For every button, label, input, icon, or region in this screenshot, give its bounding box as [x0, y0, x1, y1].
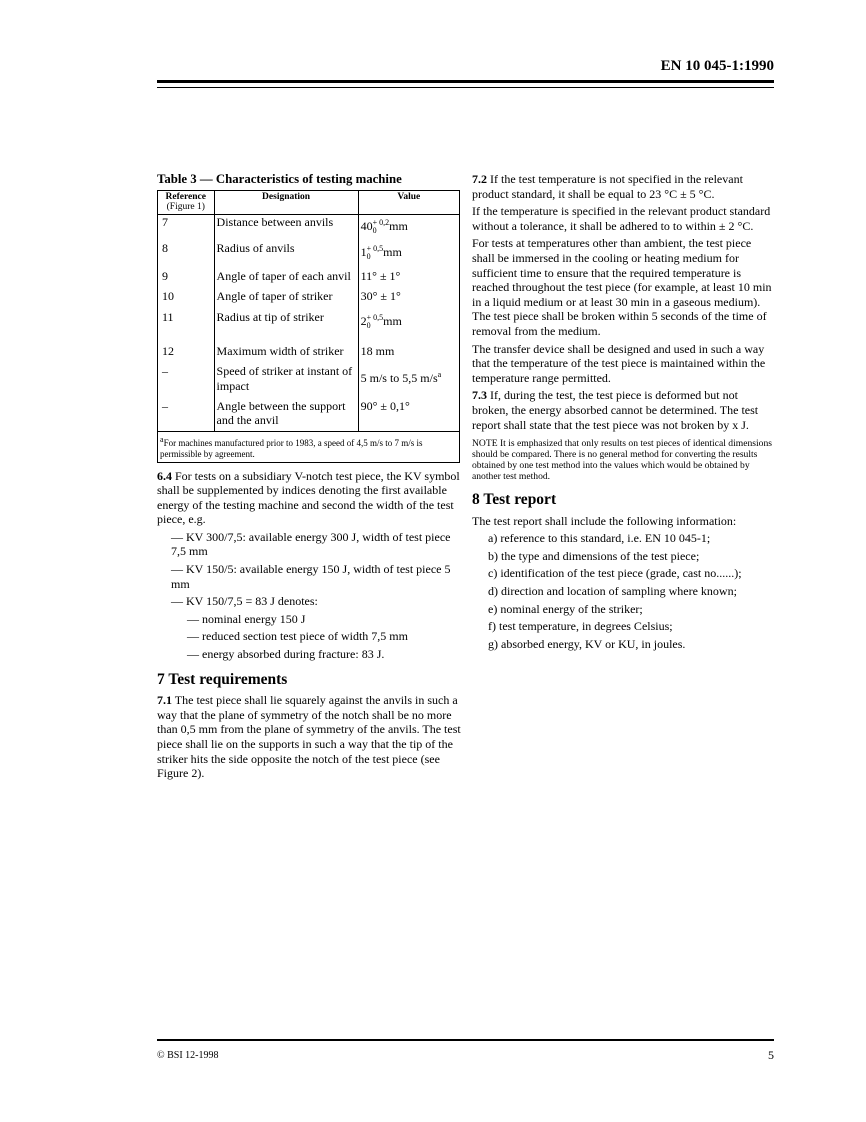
clause-number: 7.3	[472, 388, 487, 403]
list-item: d) direction and location of sampling where known;	[488, 584, 737, 599]
row-designation: Angle between the support and the anvil	[214, 399, 358, 431]
column-header-reference-label: Reference	[165, 191, 206, 202]
row-value	[358, 241, 459, 269]
row-designation: Maximum width of striker	[214, 344, 358, 364]
example-subitem: — nominal energy 150 J	[187, 611, 306, 626]
example-item: — KV 150/5: available energy 150 J, width of test piece 5 mm	[171, 562, 451, 591]
row-value	[358, 214, 459, 241]
row-value: 30° ± 1°	[358, 289, 459, 309]
clause-7-2	[472, 172, 776, 201]
clause-7-3	[472, 388, 776, 432]
row-reference: –	[158, 399, 215, 431]
value-unit: mm	[383, 313, 402, 328]
row-value: 18 mm	[358, 344, 459, 364]
table-row	[158, 214, 460, 241]
row-designation: Distance between anvils	[214, 214, 358, 241]
clause-7-1	[157, 693, 461, 781]
table-row	[158, 344, 460, 364]
row-reference: –	[158, 364, 215, 399]
paragraph: For tests at temperatures other than ambient, the test piece shall be immersed in the cooling or heating medium for sufficient time to ensure that the required temperature is reached throughout the test piece (for example, at least 10 min in a liquid medium or at least 30 min in a gaseous medium). The test piece shall be broken within 5 seconds of the time of removal from the medium.	[472, 236, 772, 338]
row-reference: 11	[158, 310, 215, 344]
table-footnote-text: For machines manufactured prior to 1983, a speed of 4,5 m/s to 7 m/s is permissible by agreement.	[160, 437, 423, 459]
clause-text: For tests on a subsidiary V-notch test piece, the KV symbol shall be supplemented by indices denoting the first available energy of the testing machine and second the width of the test piece, e.g.	[157, 468, 460, 527]
clause-text: The test piece shall lie squarely against the anvils in such a way that the plane of symmetry of the notch shall be no more than 0,5 mm from the plane of symmetry of the anvils. The test piece shall lie on the supports in such a way that the tip of the striker hits the side opposite the notch of the test piece (see Figure 2).	[157, 693, 461, 781]
row-value: 90° ± 0,1°	[358, 399, 459, 431]
note: NOTE It is emphasized that only results on test pieces of identical dimensions should be compared. There is no general method for converting the results obtained by one test method into the values which would be obtained by another test method.	[472, 438, 773, 483]
footnote-marker: a	[437, 370, 442, 380]
value-lower-tolerance: 0	[366, 252, 371, 262]
value-lower-tolerance: 0	[372, 225, 377, 235]
paragraph: The transfer device shall be designed and used in such a way that the temperature of the test piece is maintained within the temperature range permitted.	[472, 341, 766, 385]
clause-text: If, during the test, the test piece is deformed but not broken, the energy absorbed cannot be determined. The test report shall state that the test piece was not broken by x J.	[472, 388, 759, 432]
list-item: b) the type and dimensions of the test piece;	[488, 548, 700, 563]
clause-number: 6.4	[157, 468, 172, 483]
clause-text: If the test temperature is not specified in the relevant product standard, it shall be equal to 23 °C ± 5 °C.	[472, 172, 743, 201]
row-reference: 8	[158, 241, 215, 269]
list-item: g) absorbed energy, KV or KU, in joules.	[488, 636, 686, 651]
clause-6-4	[157, 469, 461, 527]
value-text: 5 m/s to 5,5 m/s	[360, 371, 438, 386]
paragraph: The test report shall include the following information:	[472, 513, 737, 528]
list-item: c) identification of the test piece (grade, cast no......);	[488, 566, 742, 581]
copyright: © BSI 12-1998	[157, 1050, 219, 1061]
value-base: 1	[360, 244, 367, 259]
section-heading-8: 8 Test report	[472, 491, 557, 509]
table-footnote	[158, 431, 460, 462]
table-row	[158, 289, 460, 309]
row-reference: 10	[158, 289, 215, 309]
example-subitem: — reduced section test piece of width 7,5 mm	[187, 629, 408, 644]
row-designation: Angle of taper of striker	[214, 289, 358, 309]
row-designation: Radius at tip of striker	[214, 310, 358, 344]
row-value	[358, 364, 459, 399]
value-unit: mm	[383, 244, 402, 259]
example-item: — KV 300/7,5: available energy 300 J, width of test piece 7,5 mm	[171, 529, 451, 559]
table-row	[158, 399, 460, 431]
list-item: e) nominal energy of the striker;	[488, 601, 643, 616]
header-rule	[157, 80, 774, 88]
left-column	[157, 172, 461, 784]
column-header-reference	[158, 190, 215, 214]
section-heading-7: 7 Test requirements	[157, 670, 288, 688]
value-base: 40	[360, 218, 373, 233]
column-header-designation: Designation	[214, 190, 358, 214]
table-row	[158, 269, 460, 289]
list-item: a) reference to this standard, i.e. EN 10 045-1;	[488, 531, 711, 546]
row-designation: Radius of anvils	[214, 241, 358, 269]
list-item: f) test temperature, in degrees Celsius;	[488, 619, 673, 634]
clause-number: 7.2	[472, 172, 487, 186]
row-designation: Speed of striker at instant of impact	[214, 364, 358, 399]
row-value	[358, 310, 459, 344]
row-value: 11° ± 1°	[358, 269, 459, 289]
value-upper-tolerance: + 0,2	[372, 217, 390, 227]
document-id: EN 10 045-1:1990	[660, 58, 774, 74]
value-lower-tolerance: 0	[366, 320, 371, 330]
value-upper-tolerance: + 0,5	[366, 244, 384, 254]
value-base: 2	[360, 313, 367, 328]
paragraph: If the temperature is specified in the relevant product standard without a tolerance, it shall be adhered to to within ± 2 °C.	[472, 204, 771, 233]
value-unit: mm	[389, 218, 408, 233]
column-header-reference-sub: (Figure 1)	[166, 202, 205, 213]
table-caption: Table 3 — Characteristics of testing machine	[157, 172, 402, 186]
table-row	[158, 364, 460, 399]
value-upper-tolerance: + 0,5	[366, 312, 384, 322]
column-header-value: Value	[358, 190, 459, 214]
clause-number: 7.1	[157, 693, 172, 708]
row-reference: 9	[158, 269, 215, 289]
table-footnote-marker: a	[160, 434, 164, 444]
characteristics-table	[157, 190, 460, 463]
table-row	[158, 241, 460, 269]
row-reference: 12	[158, 344, 215, 364]
page-number: 5	[768, 1048, 774, 1062]
table-row	[158, 310, 460, 344]
row-reference: 7	[158, 214, 215, 241]
row-designation: Angle of taper of each anvil	[214, 269, 358, 289]
footer-rule	[157, 1039, 774, 1041]
example-item: — KV 150/7,5 = 83 J denotes:	[171, 594, 318, 609]
right-column	[472, 172, 776, 654]
example-subitem: — energy absorbed during fracture: 83 J.	[187, 647, 385, 662]
